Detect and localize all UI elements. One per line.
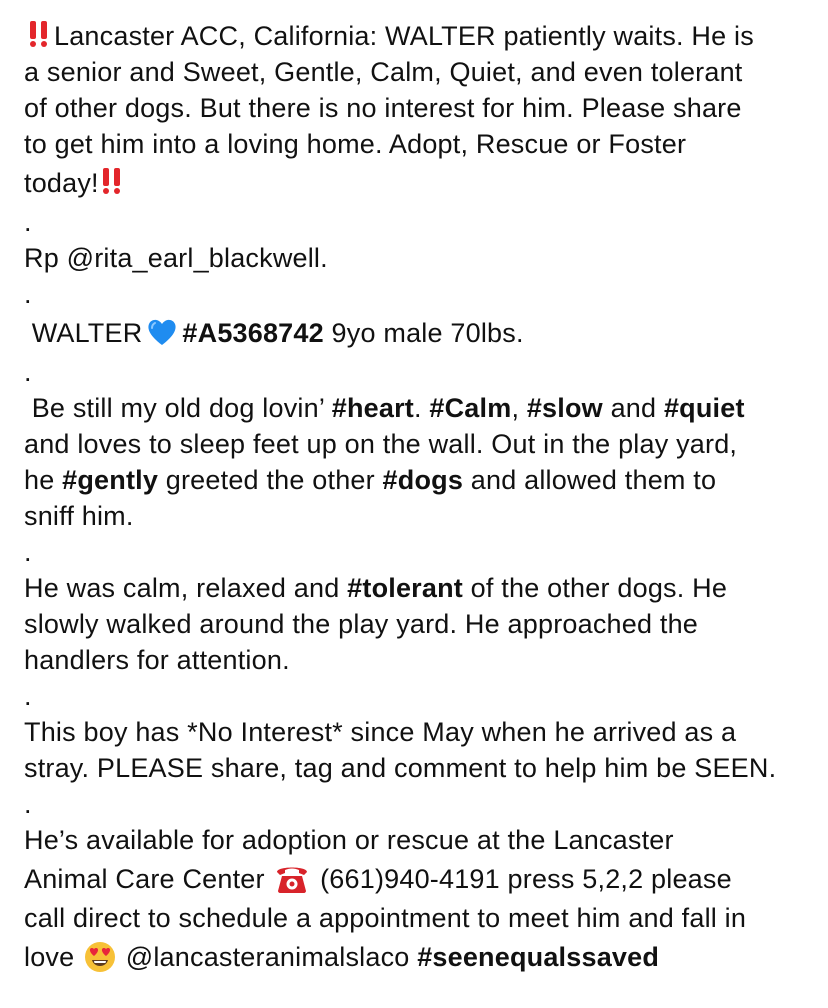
para3-line-1: This boy has *No Interest* since May when he arrived as a bbox=[24, 717, 737, 747]
repost-credit: Rp @rita_earl_blackwell. bbox=[24, 243, 328, 273]
para2-line-2: slowly walked around the play yard. He approached the bbox=[24, 609, 698, 639]
telephone-icon bbox=[274, 862, 310, 894]
para4-line-4: love @lancasteranimalslaco #seenequalssaved bbox=[24, 942, 660, 972]
para2-line-1: He was calm, relaxed and #tolerant of the other dogs. He bbox=[24, 573, 728, 603]
hashtag-slow[interactable]: #slow bbox=[526, 393, 603, 423]
separator-dot: . bbox=[24, 789, 32, 819]
blue-heart-icon bbox=[146, 317, 178, 347]
para1-line-4: sniff him. bbox=[24, 501, 134, 531]
separator-dot: . bbox=[24, 681, 32, 711]
para1-line-1: Be still my old dog lovin’ #heart. #Calm, #slow and #quiet bbox=[31, 393, 745, 423]
hashtag-seenequalssaved[interactable]: #seenequalssaved bbox=[417, 942, 660, 972]
double-exclamation-icon bbox=[24, 20, 54, 48]
hashtag-dogs[interactable]: #dogs bbox=[382, 465, 464, 495]
separator-dot: . bbox=[24, 537, 32, 567]
intro-line-5: today! bbox=[24, 162, 804, 204]
hashtag-tolerant[interactable]: #tolerant bbox=[347, 573, 463, 603]
intro-line-2: a senior and Sweet, Gentle, Calm, Quiet, and even tolerant bbox=[24, 57, 743, 87]
mention-lancasteranimalslaco[interactable]: @lancasteranimalslaco bbox=[125, 942, 410, 972]
hashtag-calm[interactable]: #Calm bbox=[429, 393, 512, 423]
para3-line-2: stray. PLEASE share, tag and comment to help him be SEEN. bbox=[24, 753, 777, 783]
dog-summary-line: WALTER #A5368742 9yo male 70lbs. bbox=[31, 318, 524, 348]
para4-line-3: call direct to schedule a appointment to meet him and fall in bbox=[24, 903, 747, 933]
separator-dot: . bbox=[24, 207, 32, 237]
intro-line-3: of other dogs. But there is no interest for him. Please share bbox=[24, 93, 742, 123]
para4-line-2: Animal Care Center (661)940-4191 press 5,2,2 please bbox=[24, 864, 732, 894]
hashtag-heart[interactable]: #heart bbox=[331, 393, 414, 423]
intro-line-1: Lancaster ACC, California: WALTER patiently waits. He is bbox=[24, 18, 804, 54]
separator-dot: . bbox=[24, 357, 32, 387]
double-exclamation-icon bbox=[99, 167, 129, 195]
animal-id-hashtag[interactable]: #A5368742 bbox=[182, 318, 324, 348]
intro-line-4: to get him into a loving home. Adopt, Rescue or Foster bbox=[24, 129, 687, 159]
hashtag-quiet[interactable]: #quiet bbox=[663, 393, 745, 423]
para1-line-3: he #gently greeted the other #dogs and allowed them to bbox=[24, 465, 717, 495]
para4-line-1: He’s available for adoption or rescue at the Lancaster bbox=[24, 825, 674, 855]
heart-eyes-face-icon bbox=[84, 941, 116, 973]
para1-line-2: and loves to sleep feet up on the wall. Out in the play yard, bbox=[24, 429, 738, 459]
hashtag-gently[interactable]: #gently bbox=[62, 465, 159, 495]
para2-line-3: handlers for attention. bbox=[24, 645, 290, 675]
separator-dot: . bbox=[24, 279, 32, 309]
